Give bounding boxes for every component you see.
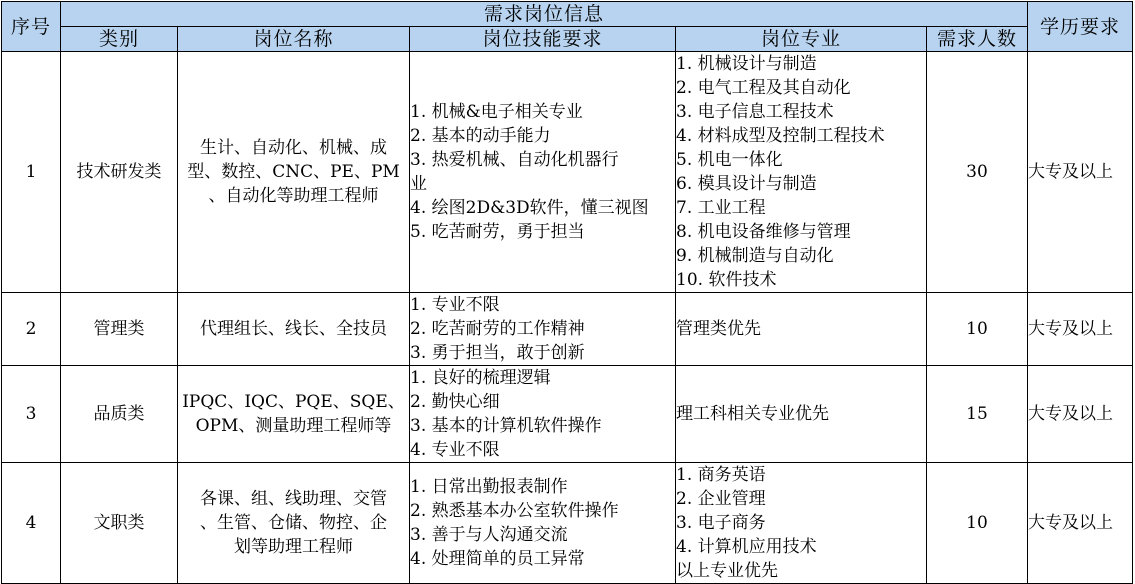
position-line: 各课、组、线助理、交管 xyxy=(200,489,387,509)
major-line: 以上专业优先 xyxy=(676,561,778,581)
major-line: 2. 企业管理 xyxy=(676,489,766,509)
skills-line: 3. 基本的计算机软件操作 xyxy=(410,416,602,436)
cell-position xyxy=(178,366,410,463)
position-line: IPQC、IQC、PQE、SQE、 xyxy=(182,392,405,412)
skills-line: 5. 吃苦耐劳，勇于担当 xyxy=(410,222,585,242)
cell-major xyxy=(676,293,927,366)
skills-line: 3. 善于与人沟通交流 xyxy=(410,525,568,545)
cell-category: 文职类 xyxy=(61,463,178,584)
cell-count: 10 xyxy=(927,293,1028,366)
cell-major xyxy=(676,366,927,463)
major-line: 7. 工业工程 xyxy=(676,198,766,218)
cell-skills xyxy=(410,463,676,584)
major-line: 1. 商务英语 xyxy=(676,465,766,485)
position-line: 代理组长、线长、全技员 xyxy=(200,319,387,339)
major-line: 1. 机械设计与制造 xyxy=(676,54,817,74)
cell-education: 大专及以上 xyxy=(1028,293,1133,366)
skills-line: 3. 热爱机械、自动化机器行 xyxy=(410,150,619,170)
skills-line: 3. 勇于担当，敢于创新 xyxy=(410,343,585,363)
cell-skills xyxy=(410,52,676,293)
position-line: OPM、测量助理工程师等 xyxy=(195,416,392,436)
header-row-sub xyxy=(2,27,1133,52)
header-position: 岗位名称 xyxy=(178,27,410,52)
skills-line: 4. 专业不限 xyxy=(410,440,500,460)
table-body xyxy=(2,52,1133,584)
cell-seq: 1 xyxy=(2,52,61,293)
position-line: 划等助理工程师 xyxy=(234,537,353,557)
position-line: 、自动化等助理工程师 xyxy=(208,186,379,206)
header-seq: 序号 xyxy=(2,2,61,52)
skills-line: 2. 吃苦耐劳的工作精神 xyxy=(410,319,585,339)
major-line: 2. 电气工程及其自动化 xyxy=(676,78,851,98)
major-line: 10. 软件技术 xyxy=(676,270,777,290)
cell-education: 大专及以上 xyxy=(1028,52,1133,293)
table-row xyxy=(2,366,1133,463)
cell-position xyxy=(178,52,410,293)
header-category: 类别 xyxy=(61,27,178,52)
cell-seq: 2 xyxy=(2,293,61,366)
header-group-job-info: 需求岗位信息 xyxy=(61,2,1028,27)
position-line: 型、数控、CNC、PE、PM xyxy=(187,162,400,182)
cell-category: 管理类 xyxy=(61,293,178,366)
major-line: 4. 计算机应用技术 xyxy=(676,537,817,557)
cell-seq: 4 xyxy=(2,463,61,584)
major-line: 3. 电子信息工程技术 xyxy=(676,102,834,122)
cell-skills xyxy=(410,293,676,366)
major-line: 4. 材料成型及控制工程技术 xyxy=(676,126,885,146)
header-major: 岗位专业 xyxy=(676,27,927,52)
skills-line: 4. 处理简单的员工异常 xyxy=(410,549,585,569)
cell-count: 10 xyxy=(927,463,1028,584)
cell-category: 品质类 xyxy=(61,366,178,463)
header-row-top xyxy=(2,2,1133,27)
skills-line: 1. 日常出勤报表制作 xyxy=(410,477,568,497)
cell-position xyxy=(178,293,410,366)
cell-count: 30 xyxy=(927,52,1028,293)
major-line: 6. 模具设计与制造 xyxy=(676,174,817,194)
skills-line: 2. 熟悉基本办公室软件操作 xyxy=(410,501,619,521)
table-row xyxy=(2,52,1133,293)
position-line: 生计、自动化、机械、成 xyxy=(200,138,387,158)
skills-line: 1. 专业不限 xyxy=(410,295,500,315)
cell-position xyxy=(178,463,410,584)
cell-major xyxy=(676,463,927,584)
major-line: 3. 电子商务 xyxy=(676,513,766,533)
skills-line: 1. 机械&电子相关专业 xyxy=(410,102,583,122)
skills-line: 2. 基本的动手能力 xyxy=(410,126,551,146)
major-line: 8. 机电设备维修与管理 xyxy=(676,222,851,242)
major-line: 9. 机械制造与自动化 xyxy=(676,246,834,266)
skills-line: 1. 良好的梳理逻辑 xyxy=(410,368,551,388)
header-education: 学历要求 xyxy=(1028,2,1133,52)
skills-line: 4. 绘图2D&3D软件，懂三视图 xyxy=(410,198,649,218)
cell-education: 大专及以上 xyxy=(1028,366,1133,463)
cell-category: 技术研发类 xyxy=(61,52,178,293)
job-requirements-table xyxy=(1,1,1133,584)
skills-line: 2. 勤快心细 xyxy=(410,392,500,412)
cell-count: 15 xyxy=(927,366,1028,463)
cell-education: 大专及以上 xyxy=(1028,463,1133,584)
cell-seq: 3 xyxy=(2,366,61,463)
header-count: 需求人数 xyxy=(927,27,1028,52)
major-line: 管理类优先 xyxy=(676,319,761,339)
skills-line: 业 xyxy=(410,174,427,194)
table-row xyxy=(2,463,1133,584)
major-line: 5. 机电一体化 xyxy=(676,150,783,170)
cell-major xyxy=(676,52,927,293)
header-skills: 岗位技能要求 xyxy=(410,27,676,52)
table-row xyxy=(2,293,1133,366)
cell-skills xyxy=(410,366,676,463)
position-line: 、生管、仓储、物控、企 xyxy=(200,513,387,533)
major-line: 理工科相关专业优先 xyxy=(676,404,829,424)
